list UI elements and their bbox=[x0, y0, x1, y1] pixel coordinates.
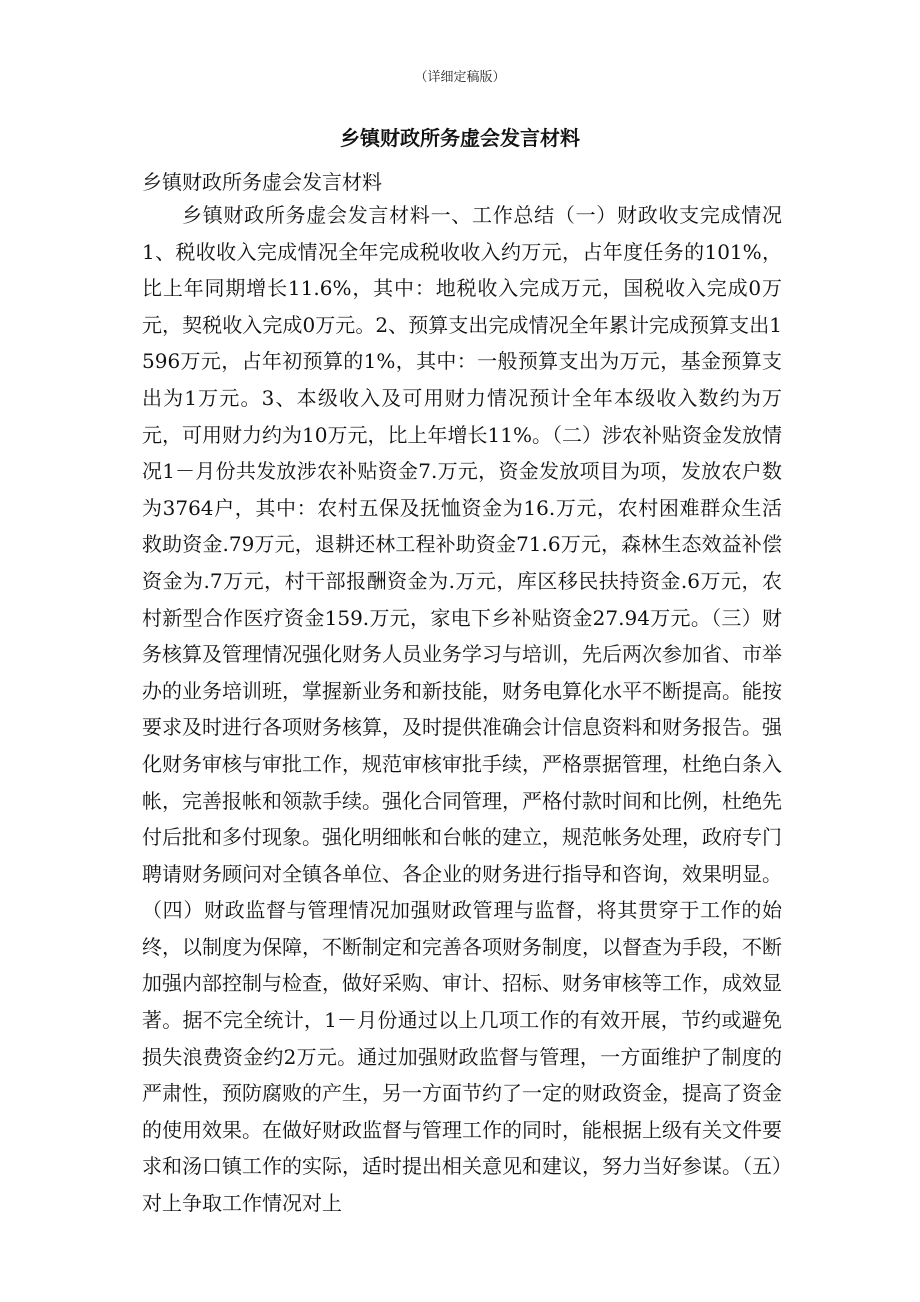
document-body: 乡镇财政所务虚会发言材料一、工作总结（一）财政收支完成情况1、税收收入完成情况全年完成税收收入约万元，占年度任务的101%，比上年同期增长11.6%，其中：地税收入完成万元，国税收入完成0万元，契税收入完成0万元。2、预算支出完成情况全年累计完成预算支出1596万元，占年初预算的1%，其中：一般预算支出为万元，基金预算支出为1万元。3、本级收入及可用财力情况预计全年本级收入数约为万元，可用财力约为10万元，比上年增长11%。（二）涉农补贴资金发放情况1－月份共发放涉农补贴资金7.万元，资金发放项目为项，发放农户数为3764户，其中：农村五保及抚恤资金为16.万元，农村困难群众生活救助资金.79万元，退耕还林工程补助资金71.6万元，森林生态效益补偿资金为.7万元，村干部报酬资金为.万元，库区移民扶持资金.6万元，农村新型合作医疗资金159.万元，家电下乡补贴资金27.94万元。（三）财务核算及管理情况强化财务人员业务学习与培训，先后两次参加省、市举办的业务培训班，掌握新业务和新技能，财务电算化水平不断提高。能按要求及时进行各项财务核算，及时提供准确会计信息资料和财务报告。强化财务审核与审批工作，规范审核审批手续，严格票据管理，杜绝白条入帐，完善报帐和领款手续。强化合同管理，严格付款时间和比例，杜绝先付后批和多付现象。强化明细帐和台帐的建立，规范帐务处理，政府专门聘请财务顾问对全镇各单位、各企业的财务进行指导和咨询，效果明显。（四）财政监督与管理情况加强财政管理与监督，将其贯穿于工作的始终，以制度为保障，不断制定和完善各项财务制度，以督查为手段，不断加强内部控制与检查，做好采购、审计、招标、财务审核等工作，成效显著。据不完全统计，1－月份通过以上几项工作的有效开展，节约或避免损失浪费资金约2万元。通过加强财政监督与管理，一方面维护了制度的严肃性，预防腐败的产生，另一方面节约了一定的财政资金，提高了资金的使用效果。在做好财政监督与管理工作的同时，能根据上级有关文件要求和汤口镇工作的实际，适时提出相关意见和建议，努力当好参谋。（五）对上争取工作情况对上 bbox=[142, 203, 782, 1216]
header-note: （详细定稿版） bbox=[414, 70, 506, 85]
document-title: 乡镇财政所务虚会发言材料 bbox=[340, 126, 580, 150]
document-subtitle: 乡镇财政所务虚会发言材料 bbox=[142, 170, 382, 194]
